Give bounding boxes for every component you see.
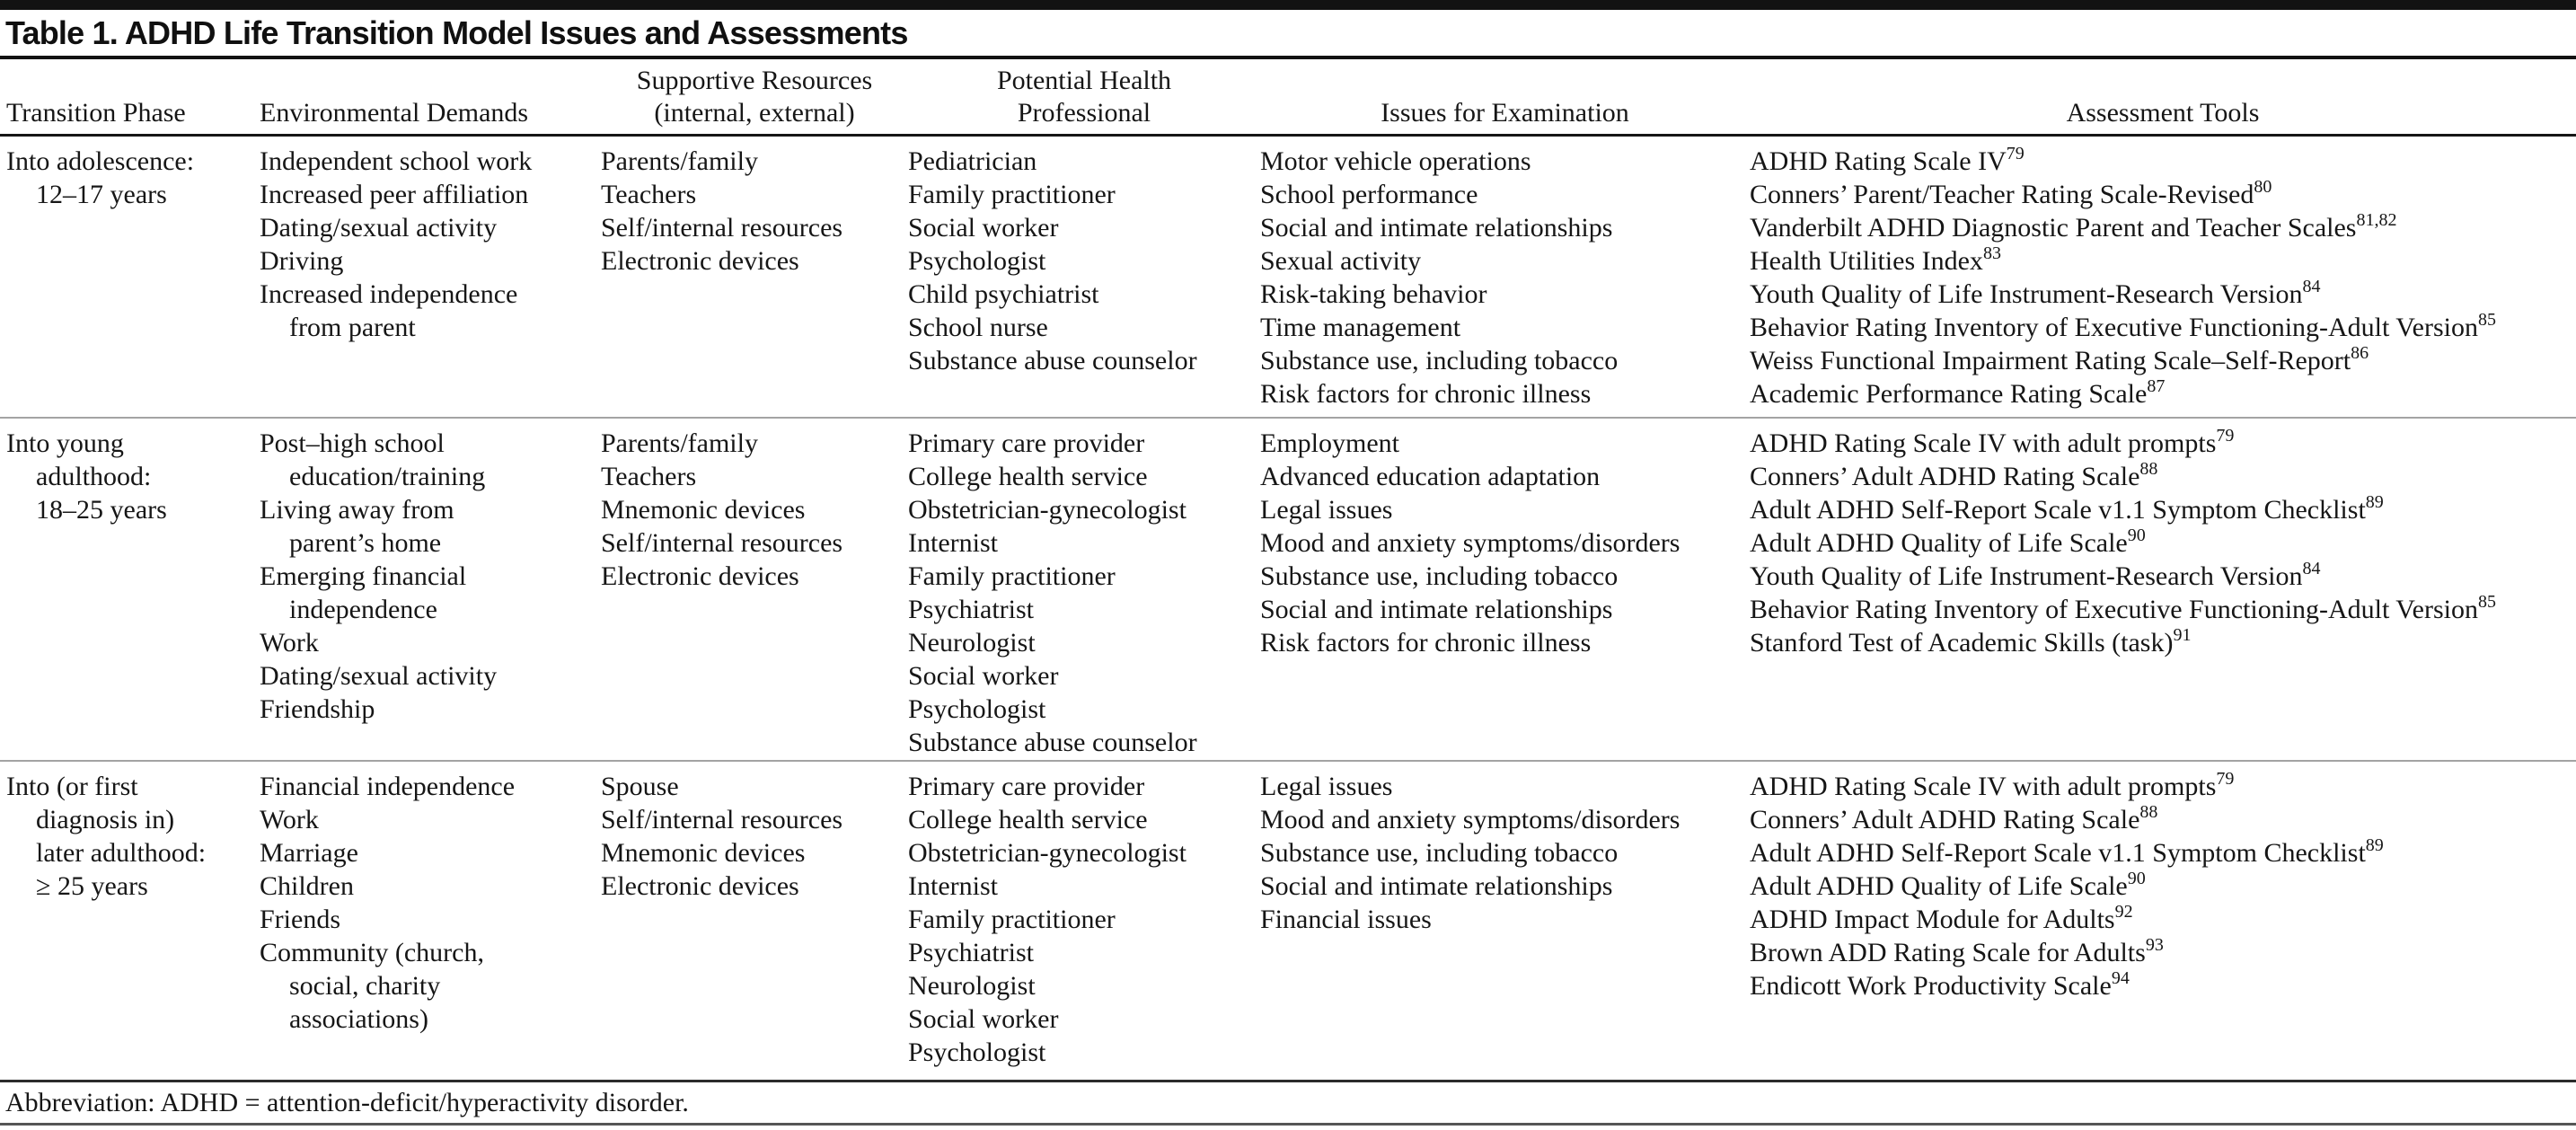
text-line: Work (260, 628, 319, 658)
column-header-phase (6, 97, 260, 129)
reference-superscript: 84 (2302, 277, 2321, 296)
column-header-issues (1260, 97, 1750, 129)
text-line: Conners’ Adult ADHD Rating Scale$^{88}$ (1750, 459, 2158, 491)
text-line: Self/internal resources (601, 805, 843, 834)
text-line: Teachers (601, 462, 697, 491)
table-top-rule (0, 0, 2576, 10)
reference-superscript: 83 (1982, 243, 2001, 263)
text-line: Neurologist (908, 971, 1036, 1001)
text-line: Endicott Work Productivity Scale$^{94}$ (1750, 968, 2130, 1001)
reference-superscript: 84 (2302, 559, 2321, 578)
text-line: Internist (908, 871, 998, 901)
text-line: Brown ADD Rating Scale for Adults$^{93}$ (1750, 935, 2164, 967)
text-line: Substance abuse counselor (908, 346, 1197, 375)
text-line: Psychologist (908, 694, 1046, 724)
text-line: Financial issues (1260, 905, 1432, 934)
text-line: Parents/family (601, 146, 758, 176)
text-line: Substance use, including tobacco (1260, 838, 1619, 868)
reference-superscript: 88 (2139, 459, 2158, 479)
cell-tools (1750, 427, 2576, 760)
cell-professionals (908, 770, 1260, 1080)
cell-phase (6, 145, 260, 417)
text-line: Social worker (908, 213, 1059, 243)
text-line: Youth Quality of Life Instrument-Research Version$^{84}$ (1750, 277, 2321, 309)
text-line: Substance use, including tobacco (1260, 561, 1619, 591)
cell-phase (6, 427, 260, 760)
text-line: Into adolescence: (6, 146, 195, 176)
text-line: Self/internal resources (601, 528, 843, 558)
header-line: Issues for Examination (1381, 98, 1629, 128)
reference-superscript: 94 (2111, 968, 2130, 988)
reference-superscript: 90 (2127, 525, 2146, 545)
header-line: Professional (1017, 98, 1151, 128)
text-line: Primary care provider (908, 772, 1145, 801)
cell-tools (1750, 145, 2576, 417)
text-line: Employment (1260, 428, 1399, 458)
text-line: ADHD Impact Module for Adults$^{92}$ (1750, 902, 2133, 934)
text-line: Psychiatrist (908, 938, 1034, 967)
text-line: independence (289, 595, 437, 624)
text-line: diagnosis in) (36, 805, 175, 834)
text-line: associations) (289, 1004, 428, 1034)
text-line: Driving (260, 246, 344, 276)
table-header-row (0, 59, 2576, 134)
text-line: Primary care provider (908, 428, 1145, 458)
text-line: Obstetrician-gynecologist (908, 495, 1187, 525)
table-title: Table 1. ADHD Life Transition Model Issues and Assessments (5, 13, 908, 51)
text-line: School nurse (908, 313, 1048, 342)
column-header-tools (1750, 97, 2576, 129)
table-bottom-rule (0, 1123, 2576, 1126)
text-line: Behavior Rating Inventory of Executive Functioning-Adult Version$^{85}$ (1750, 592, 2496, 624)
reference-superscript: 79 (2006, 144, 2025, 163)
cell-tools (1750, 770, 2576, 1080)
text-line: Increased peer affiliation (260, 180, 529, 209)
text-line: Into (or first (6, 772, 138, 801)
text-line: Family practitioner (908, 905, 1116, 934)
text-line: Psychologist (908, 1037, 1046, 1067)
text-line: Independent school work (260, 146, 533, 176)
text-line: Vanderbilt ADHD Diagnostic Parent and Teacher Scales$^{81,82}$ (1750, 210, 2397, 243)
text-line: Work (260, 805, 319, 834)
text-line: Substance abuse counselor (908, 728, 1197, 757)
text-line: from parent (289, 313, 416, 342)
text-line: Internist (908, 528, 998, 558)
text-line: Community (church, (260, 938, 484, 967)
table-row (0, 762, 2576, 1080)
cell-issues (1260, 145, 1750, 417)
text-line: Health Utilities Index$^{83}$ (1750, 243, 2001, 276)
text-line: ADHD Rating Scale IV$^{79}$ (1750, 144, 2025, 176)
text-line: education/training (289, 462, 486, 491)
table-body (0, 137, 2576, 1080)
text-line: Advanced education adaptation (1260, 462, 1601, 491)
cell-demands (260, 427, 601, 760)
text-line: Post–high school (260, 428, 445, 458)
reference-superscript: 88 (2139, 802, 2158, 822)
text-line: Risk factors for chronic illness (1260, 379, 1592, 409)
text-line: Family practitioner (908, 180, 1116, 209)
text-line: 18–25 years (36, 495, 167, 525)
text-line: Mood and anxiety symptoms/disorders (1260, 805, 1681, 834)
reference-superscript: 85 (2477, 310, 2496, 330)
reference-superscript: 89 (2365, 835, 2384, 855)
header-line: (internal, external) (654, 98, 855, 128)
reference-superscript: 90 (2127, 869, 2146, 888)
reference-superscript: 85 (2477, 592, 2496, 612)
table-row (0, 137, 2576, 417)
text-line: Friends (260, 905, 340, 934)
cell-resources (601, 145, 908, 417)
text-line: Legal issues (1260, 495, 1393, 525)
header-line: Environmental Demands (260, 98, 529, 128)
text-line: Increased independence (260, 279, 518, 309)
text-line: Conners’ Parent/Teacher Rating Scale-Revised$^{80}$ (1750, 177, 2272, 209)
text-line: ADHD Rating Scale IV with adult prompts$^{79}$ (1750, 426, 2235, 458)
column-header-demands (260, 97, 601, 129)
text-line: Psychiatrist (908, 595, 1034, 624)
text-line: 12–17 years (36, 180, 167, 209)
header-line: Potential Health (996, 66, 1172, 95)
text-line: Weiss Functional Impairment Rating Scale–Self-Report$^{86}$ (1750, 343, 2369, 375)
text-line: Living away from (260, 495, 454, 525)
text-line: Stanford Test of Academic Skills (task)$^{91}$ (1750, 625, 2192, 658)
text-line: Family practitioner (908, 561, 1116, 591)
text-line: ADHD Rating Scale IV with adult prompts$^{79}$ (1750, 769, 2235, 801)
cell-issues (1260, 427, 1750, 760)
text-line: Parents/family (601, 428, 758, 458)
header-line: Assessment Tools (2066, 98, 2260, 128)
text-line: Legal issues (1260, 772, 1393, 801)
text-line: later adulthood: (36, 838, 207, 868)
reference-superscript: 79 (2216, 769, 2235, 789)
text-line: Youth Quality of Life Instrument-Research Version$^{84}$ (1750, 559, 2321, 591)
text-line: Social and intimate relationships (1260, 871, 1613, 901)
text-line: adulthood: (36, 462, 152, 491)
text-line: Adult ADHD Quality of Life Scale$^{90}$ (1750, 869, 2146, 901)
text-line: parent’s home (289, 528, 442, 558)
reference-superscript: 79 (2216, 426, 2235, 446)
text-line: Self/internal resources (601, 213, 843, 243)
text-line: Risk factors for chronic illness (1260, 628, 1592, 658)
text-line: Social and intimate relationships (1260, 213, 1613, 243)
text-line: Neurologist (908, 628, 1036, 658)
header-line: Supportive Resources (636, 66, 873, 95)
text-line: Marriage (260, 838, 358, 868)
text-line: Academic Performance Rating Scale$^{87}$ (1750, 376, 2166, 409)
text-line: Friendship (260, 694, 375, 724)
text-line: Social worker (908, 1004, 1059, 1034)
text-line: Electronic devices (601, 246, 799, 276)
text-line: Dating/sexual activity (260, 213, 498, 243)
text-line: Social and intimate relationships (1260, 595, 1613, 624)
text-line: Time management (1260, 313, 1461, 342)
column-header-resources (601, 65, 908, 129)
text-line: social, charity (289, 971, 441, 1001)
text-line: Behavior Rating Inventory of Executive Functioning-Adult Version$^{85}$ (1750, 310, 2496, 342)
text-line: School performance (1260, 180, 1478, 209)
reference-superscript: 80 (2254, 177, 2272, 197)
cell-resources (601, 770, 908, 1080)
text-line: College health service (908, 462, 1148, 491)
text-line: Adult ADHD Self-Report Scale v1.1 Symptom Checklist$^{89}$ (1750, 492, 2384, 525)
table-row (0, 419, 2576, 760)
text-line: ≥ 25 years (36, 871, 148, 901)
cell-demands (260, 145, 601, 417)
cell-phase (6, 770, 260, 1080)
text-line: Emerging financial (260, 561, 467, 591)
text-line: Teachers (601, 180, 697, 209)
text-line: Electronic devices (601, 561, 799, 591)
reference-superscript: 86 (2351, 343, 2369, 363)
table-footnote: Abbreviation: ADHD = attention-deficit/hyperactivity disorder. (5, 1088, 689, 1117)
text-line: Social worker (908, 661, 1059, 691)
cell-resources (601, 427, 908, 760)
text-line: Electronic devices (601, 871, 799, 901)
text-line: Adult ADHD Quality of Life Scale$^{90}$ (1750, 525, 2146, 558)
reference-superscript: 92 (2114, 902, 2133, 922)
column-header-professionals (908, 65, 1260, 129)
reference-superscript: 81,82 (2356, 210, 2397, 230)
text-line: Children (260, 871, 354, 901)
text-line: Conners’ Adult ADHD Rating Scale$^{88}$ (1750, 802, 2158, 834)
text-line: Adult ADHD Self-Report Scale v1.1 Symptom Checklist$^{89}$ (1750, 835, 2384, 868)
text-line: Mnemonic devices (601, 495, 806, 525)
text-line: Substance use, including tobacco (1260, 346, 1619, 375)
text-line: Mnemonic devices (601, 838, 806, 868)
cell-professionals (908, 427, 1260, 760)
text-line: Obstetrician-gynecologist (908, 838, 1187, 868)
text-line: Psychologist (908, 246, 1046, 276)
text-line: Into young (6, 428, 124, 458)
header-line: Transition Phase (6, 98, 186, 128)
text-line: Child psychiatrist (908, 279, 1099, 309)
text-line: Sexual activity (1260, 246, 1422, 276)
cell-demands (260, 770, 601, 1080)
text-line: Spouse (601, 772, 679, 801)
reference-superscript: 91 (2173, 625, 2192, 645)
reference-superscript: 87 (2147, 376, 2166, 396)
text-line: Pediatrician (908, 146, 1037, 176)
reference-superscript: 93 (2145, 935, 2164, 955)
text-line: Motor vehicle operations (1260, 146, 1531, 176)
cell-professionals (908, 145, 1260, 417)
text-line: Risk-taking behavior (1260, 279, 1487, 309)
reference-superscript: 89 (2365, 492, 2384, 512)
text-line: Financial independence (260, 772, 516, 801)
text-line: College health service (908, 805, 1148, 834)
text-line: Mood and anxiety symptoms/disorders (1260, 528, 1681, 558)
cell-issues (1260, 770, 1750, 1080)
text-line: Dating/sexual activity (260, 661, 498, 691)
